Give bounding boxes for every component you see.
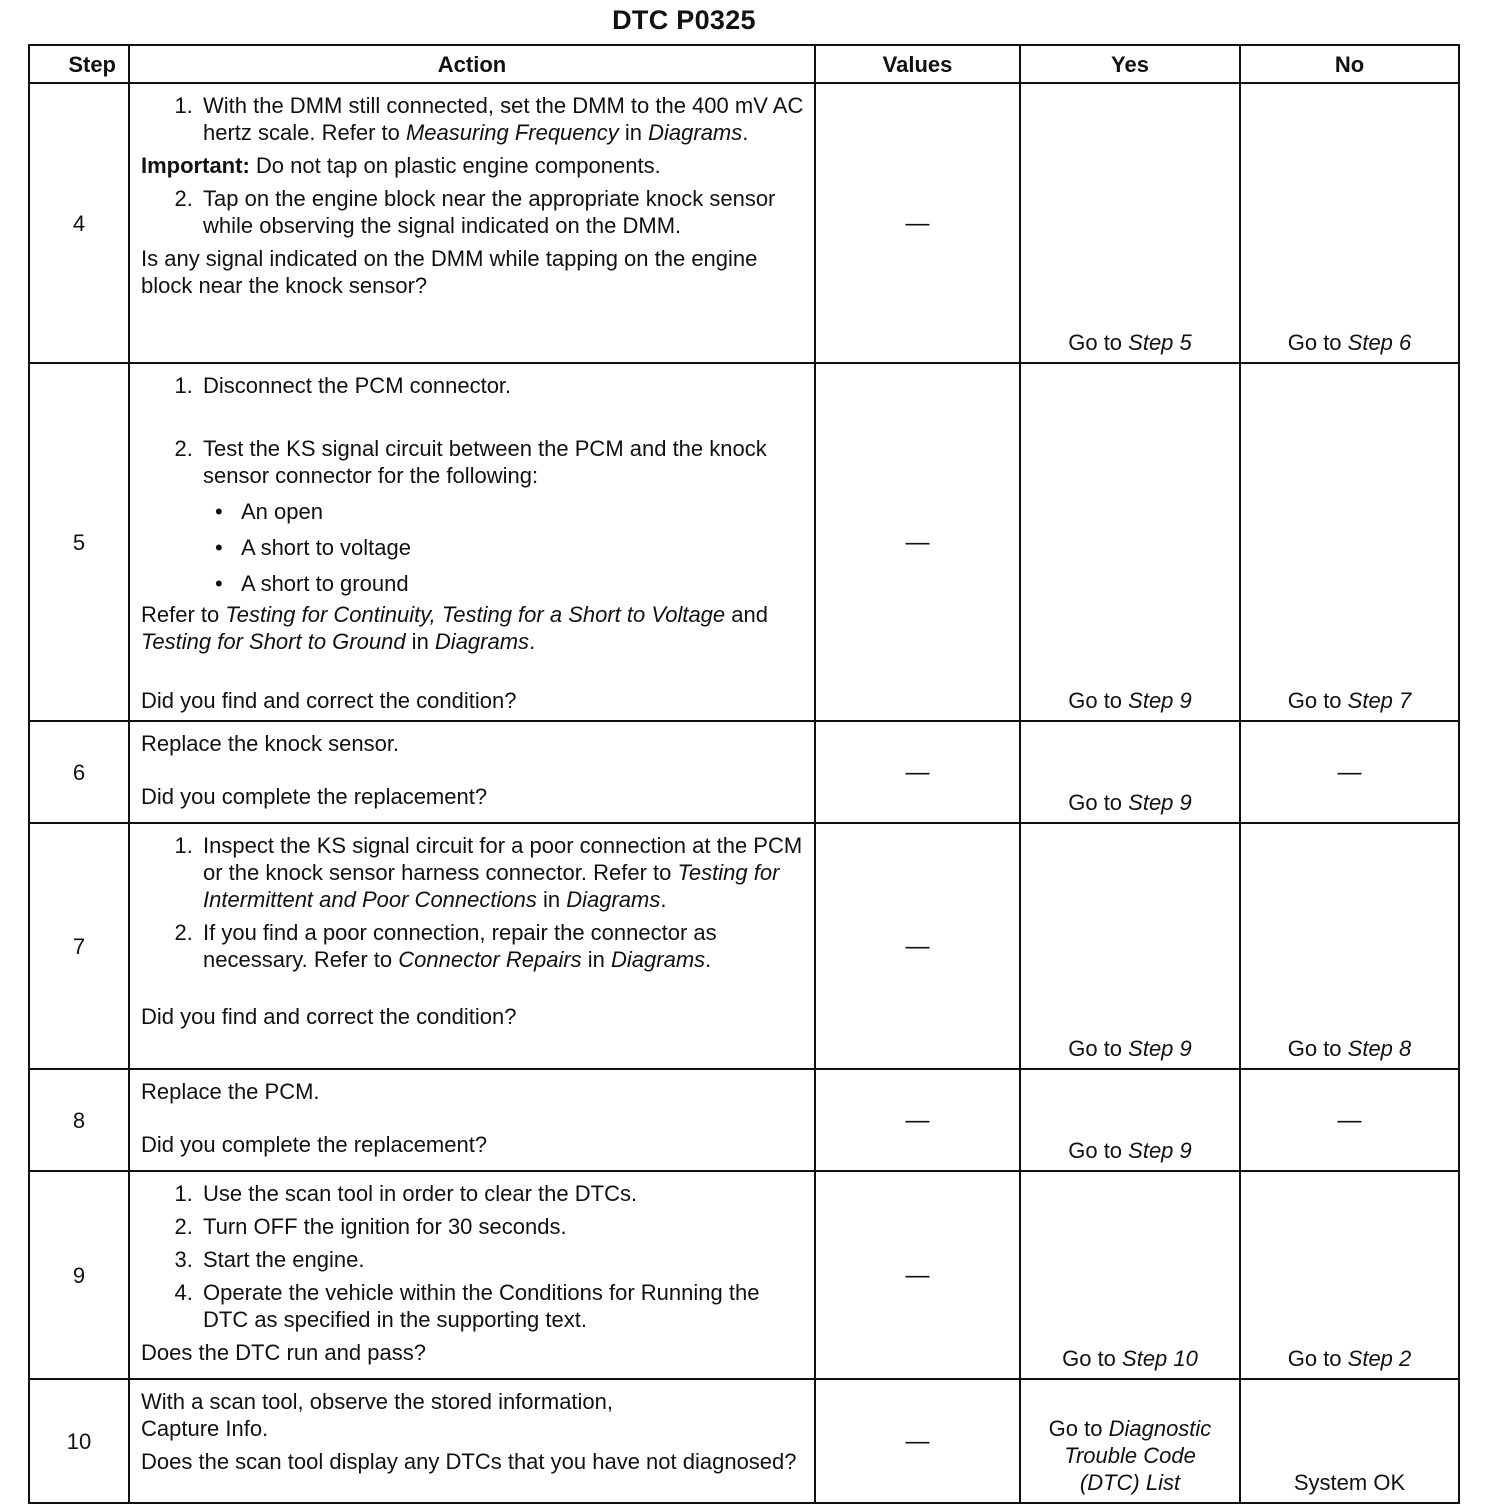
table-row-step-10 — [29, 1379, 1459, 1503]
reference-link: Testing for Intermittent and Poor Connections — [203, 860, 780, 912]
yes-step-link: Step 9 — [1128, 1036, 1192, 1061]
action-text: . — [705, 947, 712, 972]
no-prefix: Go to — [1287, 688, 1348, 713]
yes-prefix: Go to — [1068, 688, 1129, 713]
reference-link: Diagrams — [434, 629, 530, 654]
table-row-step-7 — [29, 823, 1459, 1069]
action-question: Does the DTC run and pass? — [141, 1340, 426, 1365]
action-step-4: 4. Operate the vehicle within the Conditions for Running the DTC as specified in the supporting text. — [199, 1279, 806, 1333]
no-cell — [1240, 83, 1459, 363]
important-label: Important: — [141, 153, 250, 178]
no-cell: System OK — [1240, 1379, 1459, 1503]
header-no: No — [1240, 45, 1459, 83]
action-cell — [129, 1069, 815, 1171]
action-text: Replace the knock sensor. — [141, 731, 400, 756]
reference-text — [141, 601, 806, 655]
no-prefix: Go to — [1287, 1346, 1348, 1371]
action-step-2 — [199, 919, 806, 973]
table-header-row — [29, 45, 1459, 83]
value-cell: — — [815, 721, 1020, 823]
yes-prefix: Go to — [1068, 1036, 1129, 1061]
action-text: . — [660, 887, 667, 912]
yes-cell — [1020, 363, 1240, 721]
yes-step-link: Step 10 — [1122, 1346, 1198, 1371]
action-question: Is any signal indicated on the DMM while tapping on the engine block near the knock sensor? — [141, 246, 758, 298]
yes-cell — [1020, 1171, 1240, 1379]
action-step-2 — [199, 435, 806, 597]
important-note — [141, 152, 806, 179]
action-question: Did you complete the replacement? — [141, 1132, 488, 1157]
no-prefix: Go to — [1287, 330, 1348, 355]
yes-cell — [1020, 1069, 1240, 1171]
table-row-step-5 — [29, 363, 1459, 721]
bullet-item: • A short to ground — [237, 570, 806, 597]
action-step-2: 2. Turn OFF the ignition for 30 seconds. — [199, 1213, 806, 1240]
reference-link: Measuring Frequency — [405, 120, 619, 145]
action-step-1: 1. Use the scan tool in order to clear the DTCs. — [199, 1180, 806, 1207]
yes-step-link: Diagnostic Trouble Code (DTC) List — [1064, 1416, 1212, 1495]
bullet-item: • A short to voltage — [237, 534, 806, 561]
action-question: Did you find and correct the condition? — [141, 688, 517, 713]
yes-cell — [1020, 83, 1240, 363]
yes-prefix: Go to — [1062, 1346, 1123, 1371]
action-cell — [129, 1171, 815, 1379]
yes-prefix: Go to — [1068, 330, 1129, 355]
action-cell — [129, 363, 815, 721]
reference-link: Testing for Continuity, Testing for a Short to Voltage — [225, 602, 726, 627]
no-step-link: Step 2 — [1347, 1346, 1412, 1371]
action-text: Inspect the KS signal circuit for a poor connection at the PCM or the knock sensor harness connector. Refer to — [203, 833, 803, 885]
value-cell: — — [815, 1069, 1020, 1171]
action-question: Does the scan tool display any DTCs that you have not diagnosed? — [141, 1449, 797, 1474]
action-step-3: 3. Start the engine. — [199, 1246, 806, 1273]
reference-link: Diagrams — [648, 120, 743, 145]
yes-step-link: Step 9 — [1128, 688, 1192, 713]
page-title: DTC P0325 — [612, 5, 756, 35]
spacer — [141, 977, 806, 1003]
table-row-step-9 — [29, 1171, 1459, 1379]
spacer — [141, 757, 806, 783]
action-text: Test the KS signal circuit between the PCM and the knock sensor connector for the following: — [203, 436, 767, 488]
header-action: Action — [129, 45, 815, 83]
action-cell — [129, 83, 815, 363]
step-number: 7 — [29, 823, 129, 1069]
action-text: . — [529, 629, 536, 654]
action-question: Did you find and correct the condition? — [141, 1004, 517, 1029]
step-number: 8 — [29, 1069, 129, 1171]
action-text: Replace the PCM. — [141, 1079, 320, 1104]
yes-step-link: Step 9 — [1128, 790, 1192, 815]
no-step-link: Step 6 — [1347, 330, 1412, 355]
important-text: Do not tap on plastic engine components. — [249, 153, 661, 178]
action-steps — [141, 372, 806, 399]
yes-prefix: Go to — [1048, 1416, 1109, 1441]
action-cell — [129, 823, 815, 1069]
action-text: Refer to — [141, 602, 226, 627]
step-number: 5 — [29, 363, 129, 721]
bullet-item: • An open — [237, 498, 806, 525]
diagnostic-table — [28, 44, 1460, 1504]
header-step: Step — [29, 45, 129, 83]
action-step-1 — [199, 92, 806, 146]
action-step-1 — [199, 832, 806, 913]
action-text: in — [618, 120, 649, 145]
action-steps — [141, 92, 806, 146]
header-yes: Yes — [1020, 45, 1240, 83]
bullet-list — [203, 498, 806, 597]
no-step-link: Step 8 — [1347, 1036, 1412, 1061]
action-text: If you find a poor connection, repair the connector as necessary. Refer to — [203, 920, 717, 972]
spacer — [141, 403, 806, 429]
table-row-step-8 — [29, 1069, 1459, 1171]
yes-cell — [1020, 721, 1240, 823]
value-cell: — — [815, 1379, 1020, 1503]
no-cell: — — [1240, 721, 1459, 823]
step-number: 10 — [29, 1379, 129, 1503]
reference-link: Diagrams — [566, 887, 661, 912]
action-text: in — [405, 629, 435, 654]
action-text: in — [536, 887, 567, 912]
action-cell — [129, 1379, 815, 1503]
no-cell — [1240, 823, 1459, 1069]
action-text: . — [742, 120, 749, 145]
yes-prefix: Go to — [1068, 1138, 1129, 1163]
value-cell: — — [815, 823, 1020, 1069]
table-row-step-6 — [29, 721, 1459, 823]
action-text: and — [725, 602, 768, 627]
no-step-link: Step 7 — [1347, 688, 1412, 713]
yes-step-link: Step 5 — [1128, 330, 1192, 355]
yes-cell — [1020, 1379, 1240, 1503]
step-number: 4 — [29, 83, 129, 363]
action-text: With the DMM still connected, set the DMM to the 400 mV AC hertz scale. Refer to — [203, 93, 804, 145]
action-text: With a scan tool, observe the stored information, Capture Info. — [141, 1389, 614, 1441]
action-steps — [141, 435, 806, 597]
reference-link: Testing for Short to Ground — [141, 629, 406, 654]
action-steps — [141, 1180, 806, 1333]
no-cell — [1240, 363, 1459, 721]
action-steps — [141, 832, 806, 973]
reference-link: Diagrams — [611, 947, 706, 972]
step-number: 6 — [29, 721, 129, 823]
action-steps — [141, 185, 806, 239]
action-cell — [129, 721, 815, 823]
value-cell: — — [815, 363, 1020, 721]
action-step-1: 1. Disconnect the PCM connector. — [199, 372, 806, 399]
step-number: 9 — [29, 1171, 129, 1379]
action-text: in — [581, 947, 612, 972]
spacer — [141, 655, 806, 687]
value-cell: — — [815, 83, 1020, 363]
reference-link: Connector Repairs — [398, 947, 582, 972]
header-values: Values — [815, 45, 1020, 83]
action-question: Did you complete the replacement? — [141, 784, 488, 809]
no-prefix: Go to — [1287, 1036, 1348, 1061]
no-cell: — — [1240, 1069, 1459, 1171]
yes-prefix: Go to — [1068, 790, 1129, 815]
yes-cell — [1020, 823, 1240, 1069]
value-cell: — — [815, 1171, 1020, 1379]
yes-step-link: Step 9 — [1128, 1138, 1192, 1163]
spacer — [141, 1105, 806, 1131]
table-row-step-4 — [29, 83, 1459, 363]
no-cell — [1240, 1171, 1459, 1379]
action-step-2: 2. Tap on the engine block near the appropriate knock sensor while observing the signal indicated on the DMM. — [199, 185, 806, 239]
